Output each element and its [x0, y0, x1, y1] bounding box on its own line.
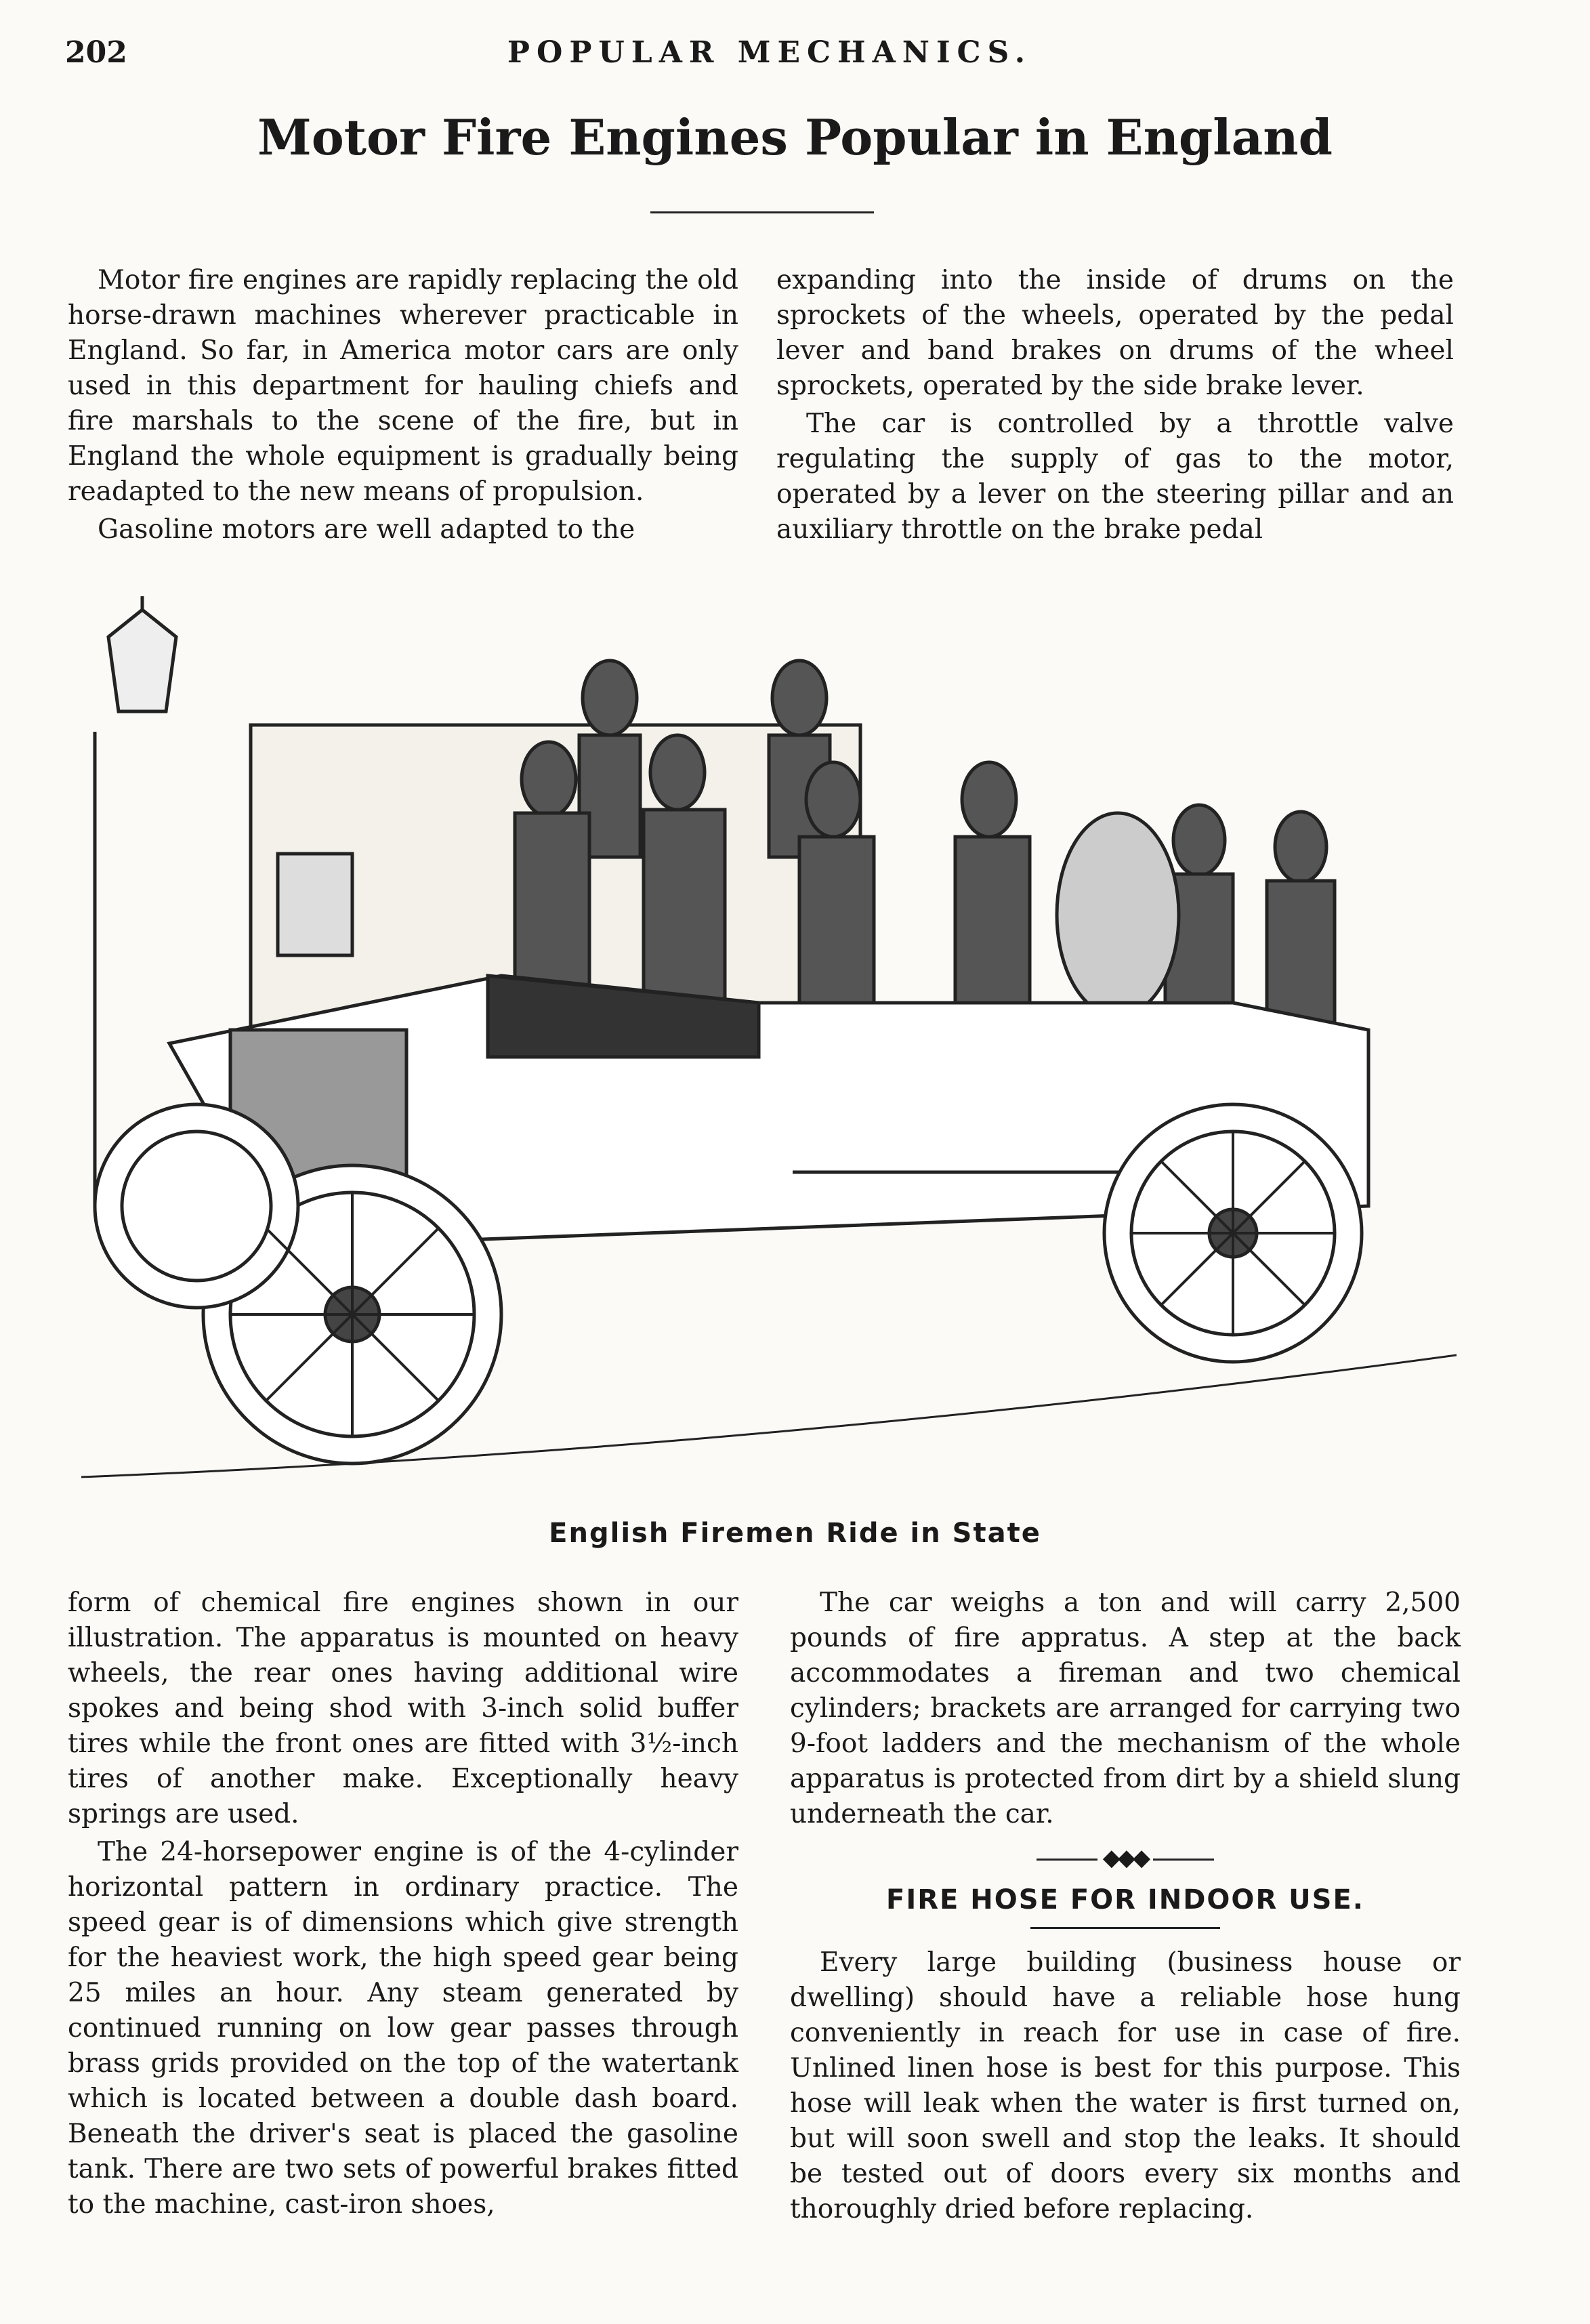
- paragraph: The car is controlled by a throttle valve regulating the supply of gas to the motor, operated by a lever on the steering pillar and an auxiliary throttle on the brake pedal: [776, 409, 1454, 545]
- page-header: [65, 35, 1474, 89]
- title-rule: [650, 211, 874, 213]
- column-3: [68, 1585, 738, 2222]
- paragraph: The car weighs a ton and will carry 2,500 pounds of fire appratus. A step at the back accommodates a fireman and two chemical cylinders; brackets are arranged for carrying two 9-foot ladders and the mechanism of the whole apparatus is protected from dirt by a shield slung underneath the car.: [790, 1588, 1461, 1829]
- paragraph: The 24-horsepower engine is of the 4-cylinder horizontal pattern in ordinary practice. The speed gear is of dimensions which give strength for the heaviest work, the high speed gear being 25 miles an hour. Any steam generated by continued running on low gear passes through brass grids provided on the top of the watertank which is located between a double dash board. Beneath the driver's seat is placed the gasoline tank. There are two sets of powerful brakes fitted to the machine, cast-iron shoes,: [68, 1837, 738, 2220]
- sidebar-article-title: FIRE HOSE FOR INDOOR USE.: [886, 1884, 1364, 1915]
- magazine-title: POPULAR MECHANICS.: [507, 35, 1032, 70]
- paragraph: Motor fire engines are rapidly replacing the old horse-drawn machines wherever practicable in England. So far, in America motor cars are only used in this department for hauling chiefs and fire marshals to the scene of the fire, but in England the whole equipment is gradually being readapted to the new means of propulsion.: [68, 265, 738, 507]
- page-number: 202: [65, 35, 127, 70]
- fire-engine-illustration: [81, 596, 1457, 1504]
- subhead-rule: [1030, 1927, 1220, 1929]
- article-title: Motor Fire Engines Popular in England: [257, 108, 1333, 166]
- paragraph: Gasoline motors are well adapted to the: [98, 514, 635, 545]
- column-2: [776, 263, 1454, 547]
- paragraph: expanding into the inside of drums on the sprockets of the wheels, operated by the pedal lever and band brakes on drums of the wheel sprockets, operated by the side brake lever.: [776, 265, 1454, 401]
- column-4: [790, 1585, 1461, 2227]
- paragraph: Every large building (business house or dwelling) should have a reliable hose hung conveniently in reach for use in case of fire. Unlined linen hose is best for this purpose. This hose will leak when the water is first turned on, but will soon swell and stop the leaks. It should be tested out of doors every six months and thoroughly dried before replacing.: [790, 1947, 1461, 2224]
- paragraph: form of chemical fire engines shown in our illustration. The apparatus is mounted on heavy wheels, the rear ones having additional wire spokes and being shod with 3-inch solid buffer tires while the front ones are fitted with 3½-inch tires of another make. Exceptionally heavy springs are used.: [68, 1588, 738, 1829]
- section-ornament: ◆◆◆: [790, 1840, 1461, 1875]
- column-1: [68, 263, 738, 547]
- illustration-caption: English Firemen Ride in State: [549, 1518, 1041, 1549]
